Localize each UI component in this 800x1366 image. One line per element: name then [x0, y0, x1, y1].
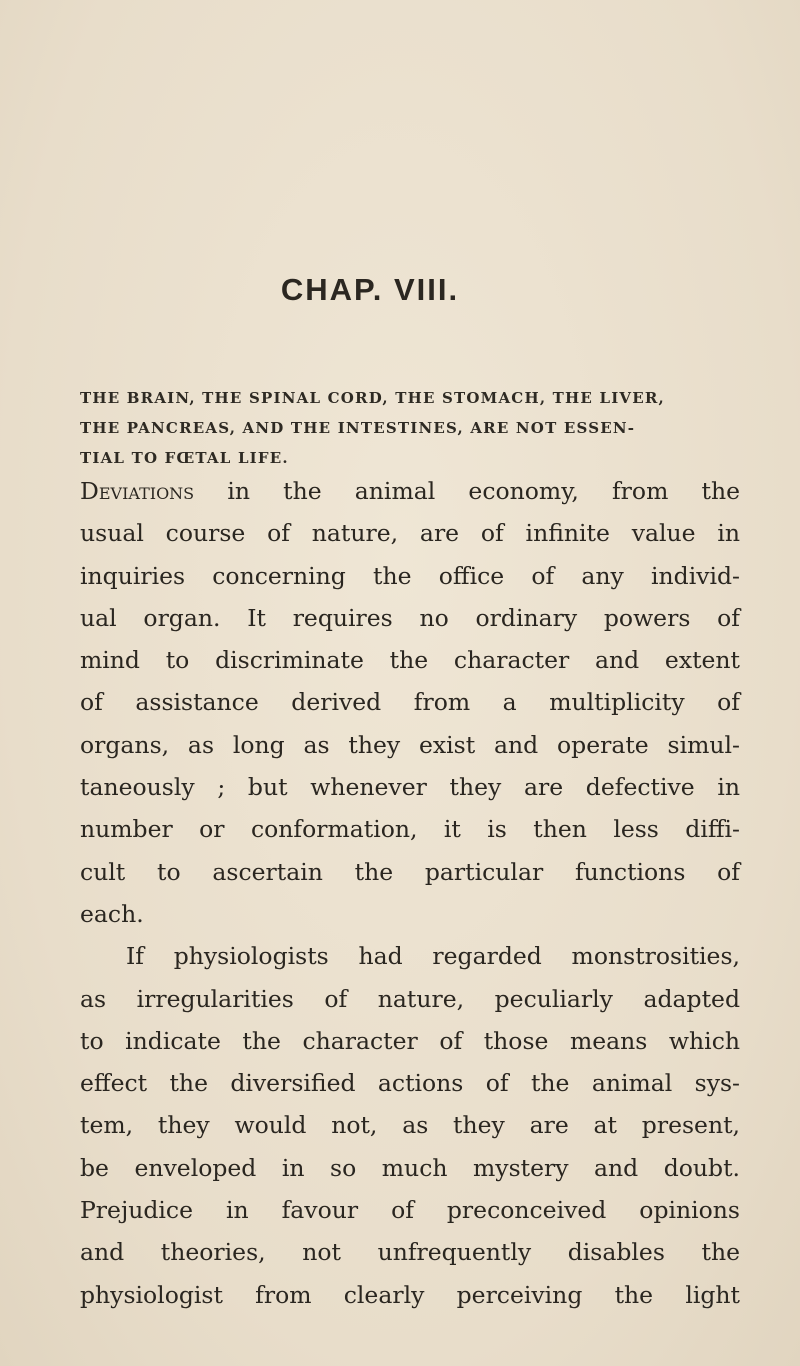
text-line: Prejudice in favour of preconceived opinions	[80, 1196, 740, 1225]
text-line: as irregularities of nature, peculiarly adapted	[80, 984, 740, 1013]
chapter-summary	[80, 383, 740, 473]
text-line: to indicate the character of those means which	[80, 1026, 740, 1055]
text-line: physiologist from clearly perceiving the light	[80, 1280, 740, 1309]
drop-word: Deviations	[80, 477, 195, 505]
text-line: and theories, not unfrequently disables the	[80, 1238, 740, 1267]
text-line: mind to discriminate the character and extent	[80, 646, 740, 675]
text-line: Deviations in the animal economy, from the	[80, 477, 740, 505]
text-line: taneously ; but whenever they are defective in	[80, 773, 740, 802]
chapter-heading: CHAP. VIII.	[280, 272, 460, 307]
text-line: inquiries concerning the office of any individ-	[80, 561, 740, 590]
text-line: ual organ. It requires no ordinary powers of	[80, 603, 740, 632]
body-text	[80, 470, 740, 1316]
paragraph-2	[80, 935, 740, 1316]
paragraph-1	[80, 470, 740, 935]
text-line: usual course of nature, are of infinite value in	[80, 519, 740, 548]
summary-line: TIAL TO FŒTAL LIFE.	[80, 449, 289, 467]
text-line: effect the diversified actions of the animal sys-	[80, 1069, 740, 1098]
text-line: tem, they would not, as they are at present,	[80, 1111, 740, 1140]
text-line: If physiologists had regarded monstrosities,	[126, 942, 740, 971]
summary-line: THE PANCREAS, AND THE INTESTINES, ARE NOT ESSEN-	[80, 419, 636, 437]
text-line: of assistance derived from a multiplicity of	[80, 688, 740, 717]
text-line: number or conformation, it is then less diffi-	[80, 815, 740, 844]
text-line: each.	[80, 899, 144, 928]
text-line: cult to ascertain the particular functions of	[80, 857, 740, 886]
text-line: organs, as long as they exist and operate simul-	[80, 730, 740, 759]
summary-line: THE BRAIN, THE SPINAL CORD, THE STOMACH, THE LIVER,	[80, 389, 665, 407]
text-line: be enveloped in so much mystery and doubt.	[80, 1153, 740, 1182]
